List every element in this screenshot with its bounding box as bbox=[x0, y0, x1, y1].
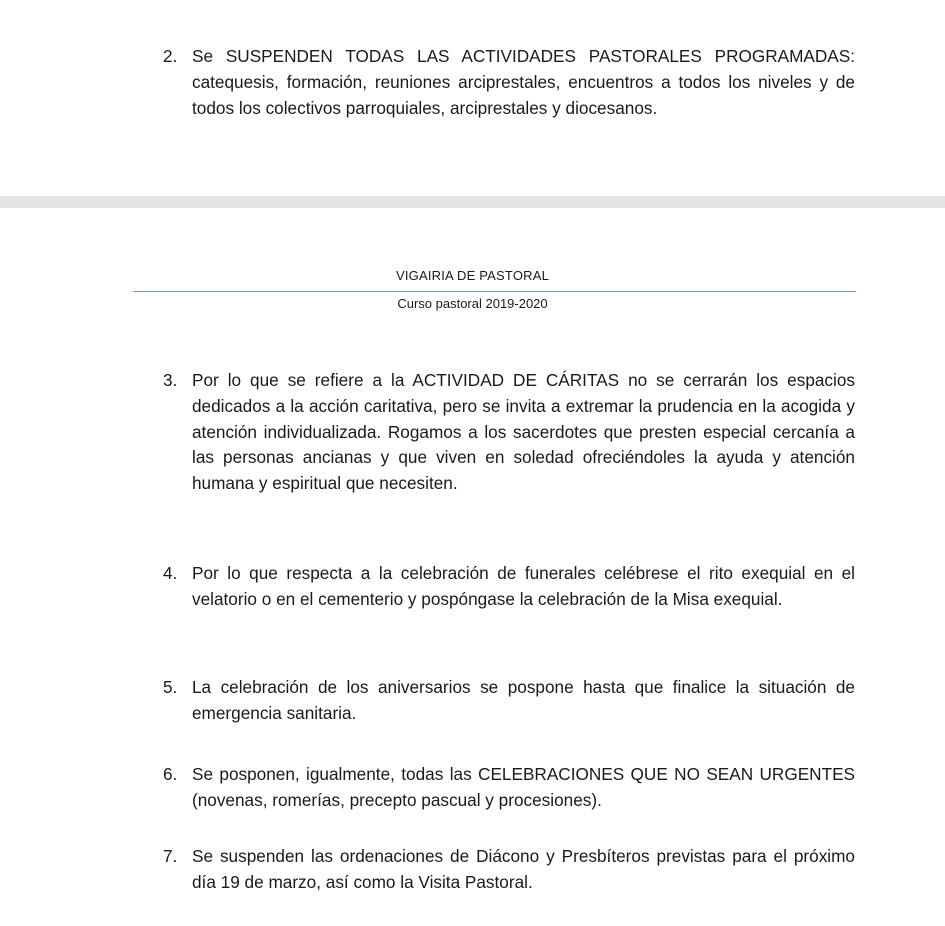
page-separator bbox=[0, 196, 945, 208]
list-item-4 bbox=[163, 561, 855, 613]
list-item-number: 3. bbox=[163, 370, 178, 390]
list-item-text: Por lo que respecta a la celebración de funerales celébrese el rito exequial en el velatorio o en el cementerio y pospóngase la celebración de la Misa exequial. bbox=[192, 563, 855, 609]
list-item-7 bbox=[163, 844, 855, 896]
list-item-text: Se posponen, igualmente, todas las CELEBRACIONES QUE NO SEAN URGENTES (novenas, romerías, precepto pascual y procesiones). bbox=[192, 764, 855, 810]
list-item-3 bbox=[163, 368, 855, 497]
document-page-bottom bbox=[0, 208, 945, 926]
header-subtitle: Curso pastoral 2019-2020 bbox=[397, 296, 548, 311]
list-item-number: 5. bbox=[163, 677, 178, 697]
list-item-text: La celebración de los aniversarios se pospone hasta que finalice la situación de emergencia sanitaria. bbox=[192, 677, 855, 723]
list-item-number: 7. bbox=[163, 846, 178, 866]
list-item-2 bbox=[163, 44, 855, 121]
document-page-top bbox=[0, 0, 945, 196]
header-title: VIGAIRIA DE PASTORAL bbox=[395, 268, 550, 283]
list-item-text: Se SUSPENDEN TODAS LAS ACTIVIDADES PASTORALES PROGRAMADAS: catequesis, formación, reuniones arciprestales, encuentros a todos los niveles y de todos los colectivos parroquiales, arciprestales y diocesanos. bbox=[192, 46, 855, 118]
list-item-number: 6. bbox=[163, 764, 178, 784]
list-item-text: Por lo que se refiere a la ACTIVIDAD DE CÁRITAS no se cerrarán los espacios dedicados a la acción caritativa, pero se invita a extremar la prudencia en la acogida y atención individualizada. Rogamos a los sacerdotes que presten especial cercanía a las personas ancianas y que viven en soledad ofreciéndoles la ayuda y atención humana y espiritual que necesiten. bbox=[192, 370, 855, 494]
list-item-number: 2. bbox=[163, 46, 178, 66]
list-item-5 bbox=[163, 675, 855, 727]
list-item-number: 4. bbox=[163, 563, 178, 583]
header-divider bbox=[133, 291, 856, 292]
list-item-6 bbox=[163, 762, 855, 814]
list-item-text: Se suspenden las ordenaciones de Diácono y Presbíteros previstas para el próximo día 19 de marzo, así como la Visita Pastoral. bbox=[192, 846, 855, 892]
